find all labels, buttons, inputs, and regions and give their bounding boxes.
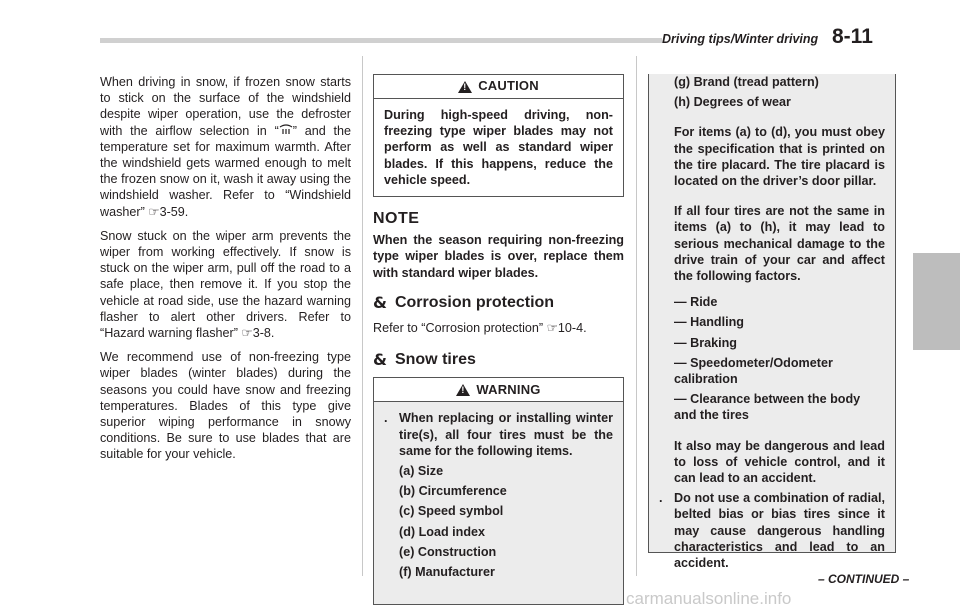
list-item: (b) Circumference [399,484,507,499]
section-mark-icon: & [373,292,387,312]
column-divider [362,56,363,576]
warning-box [373,377,624,605]
list-item: (g) Brand (tread pattern) [674,75,819,89]
page-ref: 3-8. [252,326,275,341]
list-item: — Braking [674,335,737,350]
column-divider [636,56,637,576]
page-number: 8-11 [832,25,873,48]
page-ref-icon: ☞ [148,203,160,219]
paragraph-winter-blades: We recommend use of non-freezing type wiper blades (winter blades) during the seasons you could have snow and freezing temperatures. Blades of this type give superior wiping performance in snowy conditions. Be sure to use blades that are suitable for your vehicle. [100,350,351,462]
note-title: NOTE [373,210,420,228]
column-middle [373,74,624,605]
list-item: (h) Degrees of wear [674,95,791,110]
header-title: Driving tips/Winter driving [662,32,819,46]
header-rule [100,38,662,43]
warning-bullet: . When replacing or installing winter tire(s), all four tires must be the same for the following items. [384,411,613,458]
page-ref: 10-4. [557,321,587,336]
caution-body: During high-speed driving, non-freezing type wiper blades may not perform as well as standard wiper blades. If this happens, reduce the vehicle speed. [384,108,613,187]
defroster-airflow-icon [279,124,293,136]
list-item: (e) Construction [399,544,497,559]
page-ref-icon: ☞ [546,320,558,336]
caution-box [373,74,624,197]
paragraph-wiper-arm: Snow stuck on the wiper arm prevents the wiper from working effectively. If snow is stuck on the wiper arm, pull off the road to a safe place, then remove it. If you stop the vehicle at road side, use the hazard warning flasher to alert other drivers. Refer to “Hazard warning flasher” ☞3-8. [100,228,351,341]
list-item: (d) Load index [399,524,486,539]
column-right [648,74,896,571]
warning-bullet: . Do not use a combination of radial, belted bias or bias tires since it may cause dangerous handling characteristics and lead to an accident. [659,491,885,571]
column-left [100,74,351,471]
warning-items-list [384,463,613,580]
page-ref-icon: ☞ [241,325,253,341]
note-body: When the season requiring non-freezing type wiper blades is over, replace them with standard wiper blades. [373,233,624,280]
watermark: carmanualsonline.info [626,589,792,608]
warning-para-mismatch: If all four tires are not the same in items (a) to (h), it may lead to serious mechanical damage to the drive train of your car and affect the following factors. [674,204,885,284]
corrosion-text: Refer to “Corrosion protection” ☞10-4. [373,320,587,336]
list-item: — Speedometer/Odometer calibration [674,355,833,387]
list-item: — Ride [674,295,718,310]
warning-title: WARNING [476,381,541,397]
list-item: — Clearance between the body and the tires [674,392,861,423]
list-item: (c) Speed symbol [399,504,504,519]
list-item: (f) Manufacturer [399,565,495,580]
page-ref: 3-59. [159,204,189,219]
continued-label: – CONTINUED – [818,572,910,586]
list-item: — Handling [674,315,744,330]
paragraph-frozen-snow: When driving in snow, if frozen snow starts to stick on the surface of the windshield despite wiper operation, use the defroster with the airflow selection in “ ” and the temperature set for maximum warmth. After the windshield gets warmed enough to melt the frozen snow on it, wash it away using the windshield washer. Refer to “Windshield washer” ☞3-59. [100,75,351,219]
section-title: Snow tires [394,351,476,369]
caution-title: CAUTION [478,78,539,94]
warning-para-danger: It also may be dangerous and lead to loss of vehicle control, and it can lead to an accident. [674,438,885,486]
warning-para-specs: For items (a) to (d), you must obey the specification that is printed on the tire placard. The tire placard is located on the driver’s door pillar. [674,125,885,189]
warning-triangle-icon [456,384,470,396]
section-corrosion [373,292,624,312]
list-item: (a) Size [399,464,444,479]
warning-box-continued [648,74,896,571]
warning-triangle-icon [458,81,472,93]
section-title: Corrosion protection [394,293,555,311]
section-mark-icon: & [373,350,387,370]
chapter-tab [913,253,960,350]
section-snow-tires [373,352,624,368]
